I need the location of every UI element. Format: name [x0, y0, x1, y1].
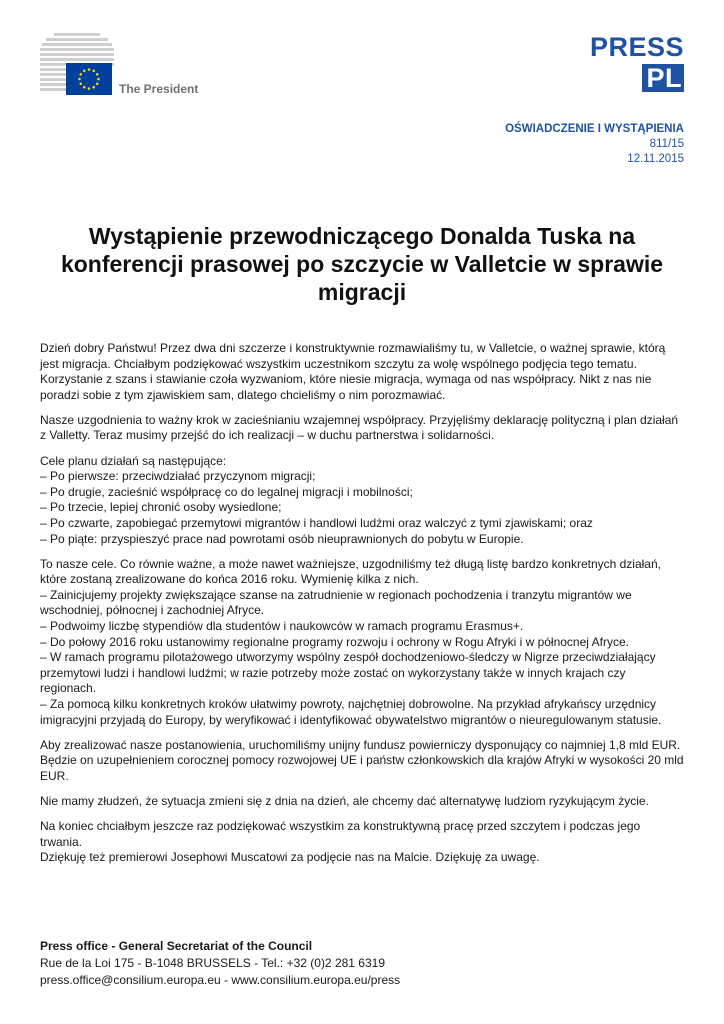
- list-item: – Za pomocą kilku konkretnych kroków ułatwimy powroty, najchętniej dobrowolne. Na przykład afrykańscy urzędnicy imigracyjni przyjadą do Europy, by weryfikować i identyfikować obywatelstwo migrantów o nieuregulowanym statusie.: [40, 696, 662, 727]
- paragraph: [40, 341, 684, 403]
- text-line: Dzień dobry Państwu! Przez dwa dni szczerze i konstruktywnie rozmawialiśmy tu, w Valletcie, o ważnej sprawie, którą jest migracja. Chciałbym podziękować wszystkim uczestnikom szczytu za wolę wspólnego podjęcia tego tematu. Korzystanie z szans i stawianie czoła wyzwaniom, które niesie migracja, wymaga od nas współpracy. Nikt z nas nie poradzi sobie z tym zjawiskiem sam, dlatego chcieliśmy o nim porozmawiać.: [40, 341, 666, 402]
- paragraph: [40, 738, 684, 785]
- list-item: – Zainicjujemy projekty zwiększające szanse na zatrudnienie w regionach pochodzenia i tranzytu migrantów we wschodniej, północnej i zachodniej Afryce.: [40, 587, 632, 618]
- text-line: Nasze uzgodnienia to ważny krok w zacieśnianiu wzajemnej współpracy. Przyjęliśmy deklarację polityczną i plan działań z Valletty. Teraz musimy przejść do ich realizacji – w duchu partnerstwa i solidarności.: [40, 412, 679, 443]
- eu-star-icon: [88, 87, 91, 90]
- text-line: Aby zrealizować nasze postanowienia, uruchomiliśmy unijny fundusz powierniczy dysponujący co najmniej 1,8 mld EUR. Będzie on uzupełnieniem corocznej pomocy rozwojowej UE i państw członkowskich dla krajów Afryki w wysokości 20 mld EUR.: [40, 737, 684, 783]
- footer-office: Press office - General Secretariat of the Council: [40, 939, 313, 953]
- paragraph: [40, 794, 684, 810]
- council-logo: [40, 33, 220, 103]
- paragraph: [40, 454, 684, 548]
- footer-contact: press.office@consilium.europa.eu - www.consilium.europa.eu/press: [40, 973, 401, 987]
- list-item: – Po piąte: przyspieszyć prace nad powrotami osób nieuprawnionych do pobytu w Europie.: [40, 531, 524, 546]
- press-label: PRESS: [589, 32, 684, 62]
- statement-body: [40, 341, 684, 875]
- release-number: 811/15: [649, 138, 684, 150]
- text-line: To nasze cele. Co równie ważne, a może nawet ważniejsze, uzgodniliśmy też długą listę bardzo konkretnych działań, które zostaną zrealizowane do końca 2016 roku. Wymienię kilka z nich.: [40, 556, 661, 587]
- eu-star-icon: [83, 86, 86, 89]
- text-line: Na koniec chciałbym jeszcze raz podziękować wszystkim za konstruktywną pracę przed szczytem i podczas jego trwania.: [40, 819, 641, 849]
- eu-star-icon: [96, 73, 99, 76]
- eu-star-icon: [79, 82, 82, 85]
- list-item: – Po pierwsze: przeciwdziałać przyczynom migracji;: [40, 469, 316, 484]
- page-title: Wystąpienie przewodniczącego Donalda Tuska na konferencji prasowej po szczycie w Valletcie w sprawie migracji: [60, 223, 664, 305]
- eu-star-icon: [92, 86, 95, 89]
- press-logo: [590, 34, 684, 92]
- logo-caption: The President: [119, 82, 199, 96]
- language-badge: PL: [642, 64, 684, 92]
- paragraph: [40, 557, 684, 729]
- list-item: – Po trzecie, lepiej chronić osoby wysiedlone;: [40, 500, 282, 515]
- list-item: – W ramach programu pilotażowego utworzymy wspólny zespół dochodzeniowo-śledczy w Nigrze przeciwdziałający przemytowi ludzi i handlowi ludźmi; w razie potrzeby może zostać on wykorzystany także w innych krajach czy regionach.: [40, 650, 656, 696]
- footer-address: Rue de la Loi 175 - B-1048 BRUSSELS - Tel.: +32 (0)2 281 6319: [40, 956, 385, 970]
- list-item: – Podwoimy liczbę stypendiów dla studentów i naukowców w ramach programu Erasmus+.: [40, 619, 524, 633]
- eu-star-icon: [97, 78, 100, 81]
- release-date: 12.11.2015: [627, 153, 684, 165]
- text-line: Cele planu działań są następujące:: [40, 453, 227, 468]
- paragraph: [40, 819, 684, 866]
- eu-star-icon: [96, 82, 99, 85]
- text-line: Nie mamy złudzeń, że sytuacja zmieni się z dnia na dzień, ale chcemy dać alternatywę ludziom ryzykującym życie.: [40, 793, 649, 808]
- paragraph: [40, 413, 684, 444]
- eu-star-icon: [79, 73, 82, 76]
- eu-star-icon: [78, 78, 81, 81]
- list-item: – Do połowy 2016 roku ustanowimy regionalne programy rozwoju i ochrony w Rogu Afryki i w północnej Afryce.: [40, 634, 629, 649]
- eu-star-icon: [92, 69, 95, 72]
- eu-star-icon: [83, 69, 86, 72]
- eu-flag-icon: [66, 63, 112, 95]
- list-item: – Po czwarte, zapobiegać przemytowi migrantów i handlowi ludźmi oraz walczyć z tymi zjawiskami; oraz: [40, 515, 593, 530]
- text-line: Dziękuję też premierowi Josephowi Muscatowi za podjęcie nas na Malcie. Dziękuję za uwagę.: [40, 850, 540, 865]
- release-meta: [505, 122, 684, 167]
- eu-star-icon: [88, 68, 91, 71]
- release-category: OŚWIADCZENIE I WYSTĄPIENIA: [505, 123, 684, 135]
- footer: [40, 938, 400, 989]
- list-item: – Po drugie, zacieśnić współpracę co do legalnej migracji i mobilności;: [40, 484, 413, 499]
